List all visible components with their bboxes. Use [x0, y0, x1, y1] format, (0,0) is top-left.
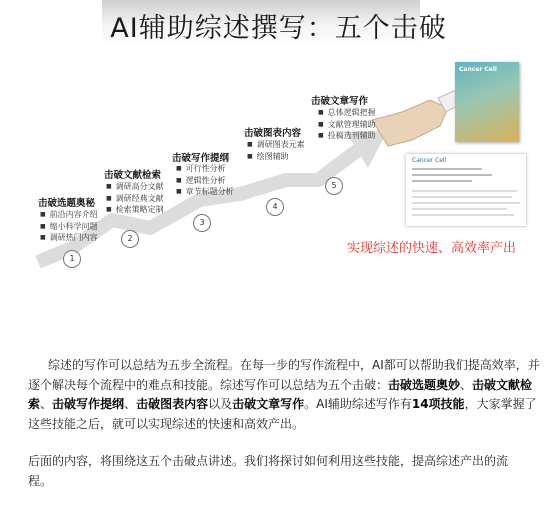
step-3-circle: 3	[193, 214, 211, 232]
journal-cover-label: Cancer Cell	[459, 66, 497, 73]
step-2-circle: 2	[121, 230, 139, 248]
bold-term: 击破图表内容	[136, 397, 209, 411]
step-2-item: ■ 检索策略定制	[106, 205, 164, 217]
step-3-item: ■ 可行性分析	[176, 164, 234, 176]
step-5-items	[318, 108, 376, 143]
step-5-item: ■ 投稿选刊辅助	[318, 131, 376, 143]
step-4-items	[247, 140, 305, 163]
step-5-circle: 5	[325, 177, 343, 195]
paper-page-image	[406, 154, 526, 226]
bold-term: 击破选题奥妙	[388, 377, 461, 392]
hand-illustration	[372, 100, 448, 146]
step-4-title: 击破图表内容	[244, 128, 302, 139]
bold-term: 击破写作提纲	[52, 397, 125, 411]
step-2-title: 击破文献检索	[104, 170, 162, 181]
step-3-item: ■ 章节标题分析	[176, 187, 234, 199]
step-1-items	[40, 210, 98, 245]
step-1-item: ■ 前沿内容介绍	[40, 210, 98, 222]
bold-term: 击破文献检索	[28, 377, 533, 411]
paragraph-1: 综述的写作可以总结为五步全流程。在每一步的写作流程中，AI都可以帮助我们提高效率，并逐个解决每个流程中的难点和技能。综述写作可以总结为五个击破：击破选题奥妙、击破文献检索、击破写作提纲、击破图表内容以及击破文章写作。AI辅助综述写作有14项技能，大家掌握了这些技能之后，就可以实现综述的快速和高效产出。	[28, 358, 540, 431]
paragraph-1-text: 综述的写作可以总结为五步全流程。在每一步的写作流程中，AI都可以帮助我们提高效率，并逐个解决每个流程中的难点和技能。综述写作可以总结为五个击破：	[28, 358, 540, 392]
step-3-item: ■ 逻辑性分析	[176, 176, 234, 188]
step-5-item: ■ 总体逻辑把握	[318, 108, 376, 120]
bold-term: 击破文章写作	[232, 397, 305, 411]
paragraph-2: 后面的内容，将围绕这五个击破点讲述。我们将探讨如何利用这些技能，提高综述产出的流程。	[28, 454, 509, 488]
step-1-item: ■ 缩小科学问题	[40, 222, 98, 234]
figure-title: AI辅助综述撰写：五个击破	[110, 13, 447, 44]
step-4-circle: 4	[266, 198, 284, 216]
step-3-title: 击破写作提纲	[172, 153, 230, 164]
step-1-circle: 1	[63, 250, 81, 268]
paper-journal-label: Cancer Cell	[412, 157, 447, 164]
step-2-items	[106, 182, 164, 217]
step-2-item: ■ 调研高分文献	[106, 182, 164, 194]
step-4-item: ■ 绘图辅助	[247, 152, 305, 164]
step-2-item: ■ 调研经典文献	[106, 194, 164, 206]
step-5-title: 击破文章写作	[311, 96, 369, 107]
step-3-items	[176, 164, 234, 199]
step-1-title: 击破选题奥秘	[38, 198, 96, 209]
conclusion-text: 实现综述的快速、高效率产出	[347, 241, 517, 256]
step-1-item: ■ 调研热门内容	[40, 233, 98, 245]
journal-cover-image	[455, 62, 519, 142]
step-5-item: ■ 文献管理辅助	[318, 120, 376, 132]
step-4-item: ■ 调研图表元素	[247, 140, 305, 152]
bold-term: 14项技能	[411, 397, 465, 411]
